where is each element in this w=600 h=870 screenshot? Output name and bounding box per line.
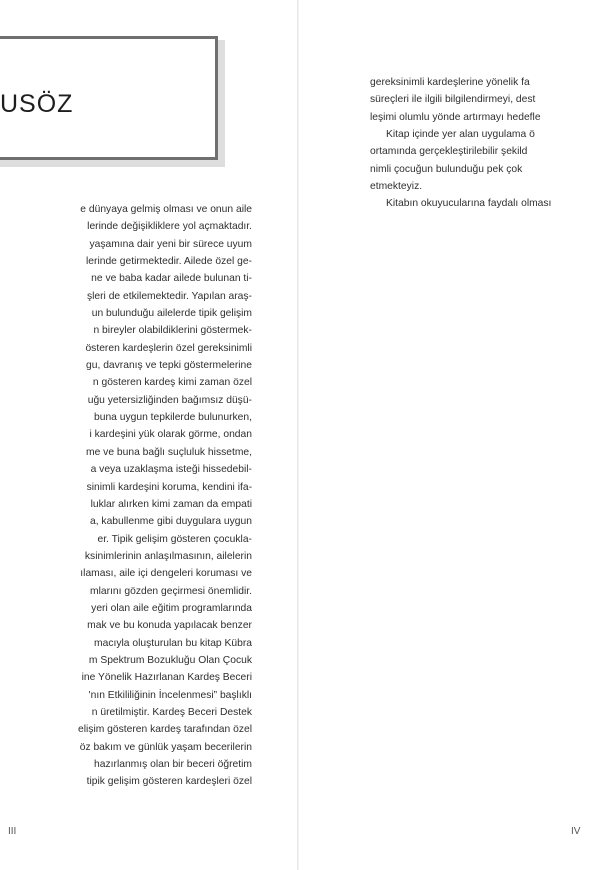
text-line: uğu yetersizliğinden bağımsız düşü-: [87, 394, 252, 406]
text-line: n bireyler olabildiklerini göstermek-: [93, 325, 252, 337]
text-line: elişim gösteren kardeş tarafından özel: [78, 724, 252, 736]
text-line: ılaması, aile içi dengeleri koruması ve: [80, 568, 252, 580]
text-line: ortamında gerçekleştirilebilir şekild: [370, 146, 528, 158]
chapter-title: USÖZ: [0, 90, 74, 118]
text-line: şleri de etkilemektedir. Yapılan araş-: [86, 290, 252, 302]
text-line: n gösteren kardeş kimi zaman özel: [92, 377, 252, 389]
text-line: Kitabın okuyucularına faydalı olması: [386, 198, 552, 210]
text-line: mak ve bu konuda yapılacak benzer: [87, 620, 252, 632]
text-line: a, kabullenme gibi duygulara uygun: [89, 516, 252, 528]
right-page: [299, 0, 600, 870]
text-line: ksinimlerinin anlaşılmasının, ailelerin: [84, 550, 252, 562]
text-line: Kitap içinde yer alan uygulama ö: [386, 129, 535, 141]
text-line: me ve buna bağlı suçluluk hissetme,: [86, 446, 252, 458]
text-line: mlarını gözden geçirmesi önemlidir.: [90, 585, 252, 597]
text-line: süreçleri ile ilgili bilgilendirmeyi, dest: [370, 94, 536, 106]
text-line: leşimi olumlu yönde artırmayı hedefle: [370, 111, 541, 123]
text-line: un bulunduğu ailelerde tipik gelişim: [91, 308, 252, 320]
left-page: [0, 0, 297, 870]
text-line: hazırlanmış olan bir beceri öğretim: [94, 759, 252, 770]
text-line: m Spektrum Bozukluğu Olan Çocuk: [88, 654, 252, 666]
text-line: a veya uzaklaşma isteği hissedebil-: [90, 464, 252, 476]
text-line: macıyla oluşturulan bu kitap Kübra: [94, 637, 252, 649]
text-line: ne ve baba kadar ailede bulunan ti-: [91, 273, 252, 285]
text-line: lerinde getirmektedir. Ailede özel ge-: [86, 256, 252, 268]
text-line: yaşamına dair yeni bir sürece uyum: [89, 238, 252, 250]
text-line: lerinde değişikliklere yol açmaktadır.: [87, 221, 252, 233]
text-line: 'nın Etkililiğinin İncelenmesi” başlıklı: [88, 689, 252, 701]
text-line: etmekteyiz.: [370, 181, 423, 193]
text-line: nimli çocuğun bulunduğu pek çok: [370, 163, 523, 175]
page-number-left: III: [8, 826, 17, 837]
text-line: öz bakım ve günlük yaşam becerilerin: [79, 741, 252, 753]
text-line: e dünyaya gelmiş olması ve onun aile: [80, 204, 252, 215]
text-line: ine Yönelik Hazırlanan Kardeş Beceri: [81, 672, 252, 684]
text-line: gereksinimli kardeşlerine yönelik fa: [370, 77, 530, 88]
text-line: gu, davranış ve tepki göstermelerine: [86, 360, 252, 372]
text-line: yeri olan aile eğitim programlarında: [91, 602, 252, 614]
text-line: buna uygun tepkilerde bulunurken,: [93, 412, 252, 424]
text-line: er. Tipik gelişim gösteren çocukla-: [97, 533, 252, 545]
page-number-right: IV: [571, 826, 581, 837]
text-line: i kardeşini yük olarak görme, ondan: [89, 429, 252, 441]
text-line: österen kardeşlerin özel gereksinimli: [85, 342, 252, 354]
left-body-text: [0, 201, 252, 791]
text-line: n üretilmiştir. Kardeş Beceri Destek: [91, 706, 252, 718]
right-body-text: [370, 74, 600, 213]
text-line: luklar alırken kimi zaman da empati: [90, 498, 252, 510]
text-line: tipik gelişim gösteren kardeşleri özel: [86, 776, 252, 788]
text-line: sinimli kardeşini koruma, kendini ifa-: [86, 481, 252, 493]
